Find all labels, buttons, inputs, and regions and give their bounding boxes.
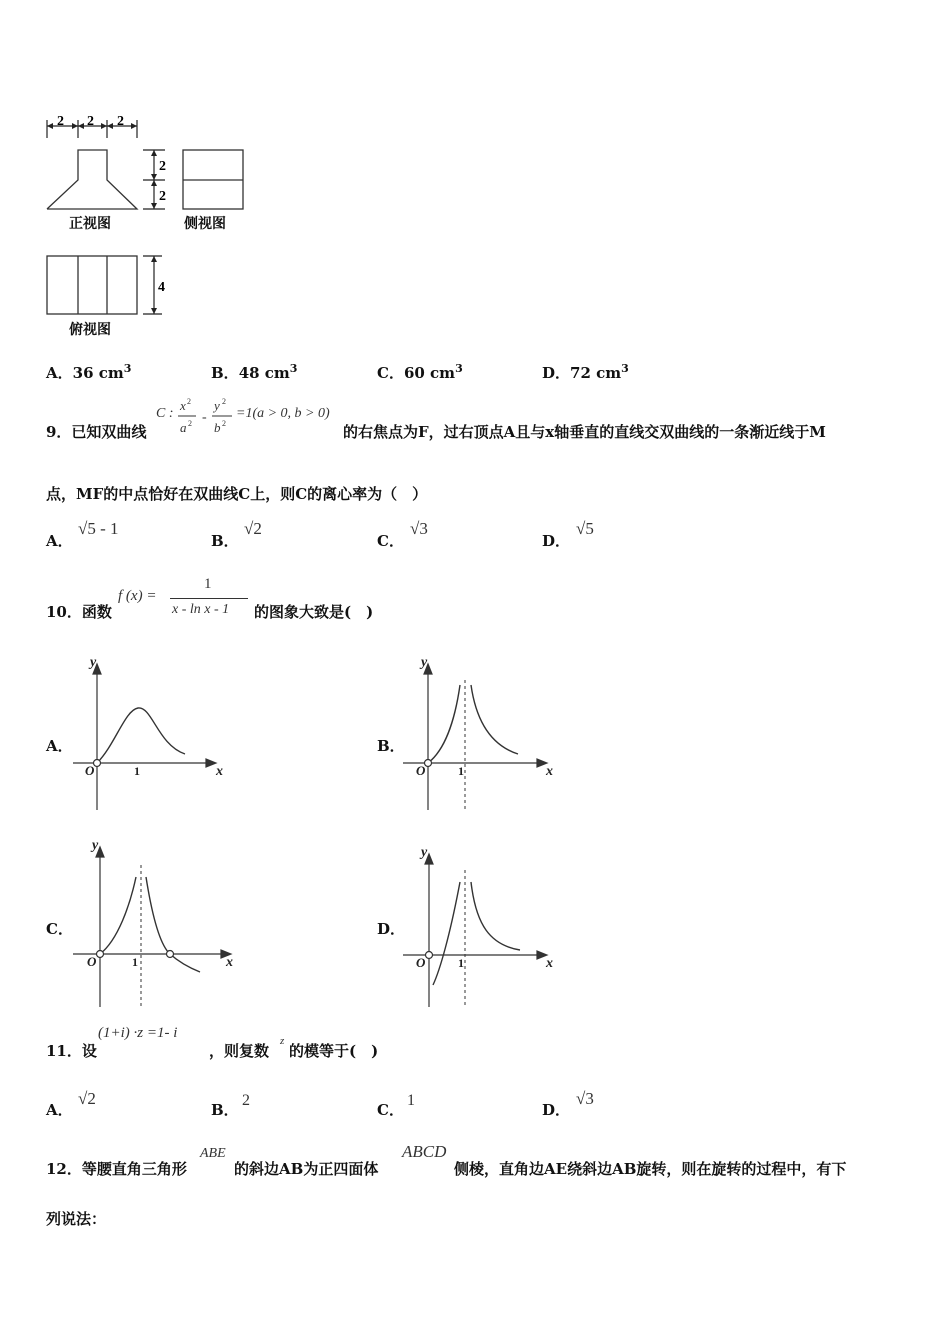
top-view-shape	[47, 256, 137, 314]
q9-option-b-letter: B．	[211, 532, 239, 550]
q10-graph-b	[400, 650, 560, 815]
q11-suffix: 的模等于( )	[289, 1042, 379, 1060]
q11-option-b-value: 2	[242, 1092, 250, 1109]
q12-abcd: ABCD	[402, 1142, 447, 1161]
q8-option-a: A．36 $cm^3$	[46, 362, 132, 382]
svg-text:2: 2	[187, 397, 191, 406]
dim-right-1: 2	[159, 159, 166, 174]
q9-option-b-value: √2	[244, 519, 262, 538]
side-view-label: 侧视图	[184, 216, 226, 232]
q11-z: z	[280, 1035, 285, 1047]
graph-c-y: y	[92, 838, 99, 853]
three-view-figure	[40, 110, 260, 342]
graph-d-x: x	[546, 956, 553, 971]
q10-graph-d	[400, 840, 560, 1010]
graph-b-x: x	[546, 764, 553, 779]
q12-mid1: 的斜边AB为正四面体	[234, 1160, 379, 1178]
top-view-label: 俯视图	[69, 322, 111, 338]
dim-right-2: 2	[159, 189, 166, 204]
graph-b-origin: O	[416, 763, 426, 778]
front-view-shape	[47, 150, 137, 209]
q9-option-d-letter: D．	[542, 532, 571, 550]
q10-option-b-label: B．	[377, 737, 405, 755]
graph-d-tick: 1	[458, 956, 464, 970]
q10-option-d-label: D．	[377, 920, 406, 938]
graph-d-y: y	[421, 845, 428, 860]
q11-option-a-value: √2	[78, 1089, 96, 1108]
q12-abe: ABE	[200, 1146, 226, 1161]
q9-prefix: 9．已知双曲线	[46, 423, 147, 441]
graph-a-origin: O	[85, 763, 95, 778]
dim-top-1: 2	[57, 114, 64, 129]
graph-a-y: y	[90, 655, 97, 670]
q10-option-a-label: A．	[46, 737, 73, 755]
q11-option-d-letter: D．	[542, 1101, 571, 1119]
graph-c-tick: 1	[132, 955, 138, 969]
q11-option-a-letter: A．	[46, 1101, 73, 1119]
dim-top-3: 2	[117, 114, 124, 129]
dim-top-2: 2	[87, 114, 94, 129]
graph-c-x: x	[226, 955, 233, 970]
q9-option-a-letter: A．	[46, 532, 73, 550]
q8-option-b: B．48 $cm^3$	[211, 362, 298, 382]
q11-option-b-letter: B．	[211, 1101, 239, 1119]
q10-function-formula: f (x) = 1 x - ln x - 1	[118, 576, 254, 624]
q11-option-c-letter: C．	[377, 1101, 404, 1119]
svg-text:2: 2	[222, 419, 226, 428]
q9-option-c-letter: C．	[377, 532, 404, 550]
q10-prefix: 10．函数	[46, 603, 112, 621]
q10-graph-a	[70, 650, 230, 815]
dim-top-view: 4	[158, 280, 165, 295]
svg-text:2: 2	[222, 397, 226, 406]
q12-prefix: 12．等腰直角三角形	[46, 1160, 187, 1178]
graph-a-tick: 1	[134, 764, 140, 778]
svg-text:-: -	[202, 410, 207, 425]
q9-option-c-value: √3	[410, 519, 428, 538]
q11-mid: ，则复数	[209, 1042, 270, 1060]
q12-line2: 列说法：	[46, 1210, 107, 1228]
graph-a-x: x	[216, 764, 223, 779]
svg-text:x: x	[180, 398, 186, 413]
graph-d-origin: O	[416, 955, 426, 970]
graph-c-origin: O	[87, 954, 97, 969]
q9-option-d-value: √5	[576, 519, 594, 538]
q8-option-d: D．72 $cm^3$	[542, 362, 629, 382]
q9-option-a-value: √5 - 1	[78, 519, 119, 538]
q10-graph-c	[70, 835, 240, 1010]
q9-text-line1: 的右焦点为F，过右顶点A且与x轴垂直的直线交双曲线的一条渐近线于M	[343, 423, 826, 441]
q8-option-c: C．60 $cm^3$	[377, 362, 463, 382]
q11-option-c-value: 1	[407, 1092, 415, 1109]
graph-b-y: y	[421, 655, 428, 670]
q10-suffix: 的图象大致是( )	[254, 603, 374, 621]
svg-text:y: y	[214, 398, 220, 413]
svg-text:b: b	[214, 420, 221, 435]
q11-formula: (1+i) ·z =1- i	[98, 1025, 178, 1041]
svg-text:a: a	[180, 420, 187, 435]
q11-prefix: 11．设	[46, 1042, 97, 1060]
q9-text-line2: 点，MF的中点恰好在双曲线C上，则C的离心率为（ ）	[46, 485, 428, 503]
q12-mid2: 侧棱，直角边AE绕斜边AB旋转，则在旋转的过程中，有下	[454, 1160, 847, 1178]
front-view-label: 正视图	[69, 216, 111, 232]
graph-b-tick: 1	[458, 764, 464, 778]
q9-hyperbola-formula: C : x 2 a 2 - y 2 b 2 =1(a > 0, b > 0)	[156, 396, 342, 438]
q11-option-d-value: √3	[576, 1089, 594, 1108]
q10-option-c-label: C．	[46, 920, 73, 938]
svg-text:2: 2	[188, 419, 192, 428]
